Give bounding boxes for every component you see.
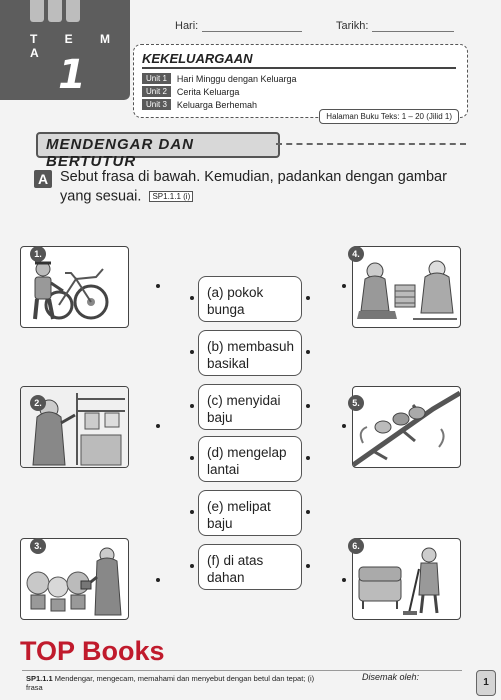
- section-header: [36, 132, 280, 170]
- logo-top: TOP: [20, 636, 75, 666]
- option-d[interactable]: [198, 436, 302, 482]
- option-f[interactable]: [198, 544, 302, 590]
- picture-4-number: 4.: [348, 246, 364, 262]
- unit-tag: Unit 3: [142, 99, 171, 110]
- match-dot[interactable]: [306, 296, 310, 300]
- unit-label: Cerita Keluarga: [176, 86, 240, 97]
- match-dot[interactable]: [342, 578, 346, 582]
- standard-tag: SP1.1.1 (i): [149, 191, 193, 202]
- unit-tag: Unit 1: [142, 73, 171, 84]
- question-instruction: Sebut frasa di bawah. Kemudian, padankan dengan gambar yang sesuai.: [60, 169, 447, 205]
- question-letter: A: [34, 170, 52, 188]
- girl-mopping-floor-icon: [353, 539, 460, 619]
- option-label: (b) membasuh basikal: [207, 339, 295, 371]
- match-dot[interactable]: [306, 510, 310, 514]
- tema-tabs: [30, 0, 80, 22]
- option-b[interactable]: [198, 330, 302, 376]
- match-dot[interactable]: [190, 564, 194, 568]
- picture-2-number: 2.: [30, 395, 46, 411]
- textbook-pages-ref: Halaman Buku Teks: 1 – 20 (Jilid 1): [319, 109, 459, 124]
- footer-standard-text: Mendengar, mengecam, memahami dan menyebut dengan betul dan tepat; (i) frasa: [26, 674, 315, 692]
- option-label: (a) pokok bunga: [207, 285, 264, 317]
- signed-by-label: Disemak oleh:: [362, 672, 420, 682]
- match-dot[interactable]: [306, 404, 310, 408]
- picture-5[interactable]: [352, 386, 461, 468]
- match-dot[interactable]: [190, 404, 194, 408]
- question-text: [60, 168, 460, 206]
- match-dot[interactable]: [156, 578, 160, 582]
- option-label: (d) mengelap lantai: [207, 445, 287, 477]
- match-dot[interactable]: [156, 284, 160, 288]
- picture-6-number: 6.: [348, 538, 364, 554]
- picture-5-number: 5.: [348, 395, 364, 411]
- match-dot[interactable]: [190, 296, 194, 300]
- match-dot[interactable]: [190, 456, 194, 460]
- unit-panel: [133, 44, 468, 121]
- match-dot[interactable]: [190, 510, 194, 514]
- match-dot[interactable]: [306, 564, 310, 568]
- unit-tag: Unit 2: [142, 86, 171, 97]
- hari-field[interactable]: [175, 20, 302, 32]
- unit-row-2: [142, 86, 239, 97]
- unit-label: Keluarga Berhemah: [176, 99, 257, 110]
- unit-label: Hari Minggu dengan Keluarga: [176, 73, 297, 84]
- page-number: 1: [476, 670, 496, 696]
- option-label: (f) di atas dahan: [207, 553, 264, 585]
- picture-6[interactable]: [352, 538, 461, 620]
- option-label: (e) melipat baju: [207, 499, 271, 531]
- unit-row-1: [142, 73, 297, 84]
- logo-books: Books: [82, 636, 165, 666]
- topbooks-logo: [20, 636, 165, 667]
- tema-number: 1: [58, 52, 86, 98]
- picture-4[interactable]: [352, 246, 461, 328]
- option-e[interactable]: [198, 490, 302, 536]
- hari-label: Hari:: [175, 20, 199, 32]
- match-dot[interactable]: [190, 350, 194, 354]
- match-dot[interactable]: [156, 424, 160, 428]
- picture-1-number: 1.: [30, 246, 46, 262]
- footer-standard-code: SP1.1.1: [26, 674, 53, 683]
- option-label: (c) menyidai baju: [207, 393, 281, 425]
- tema-badge: [0, 0, 130, 100]
- section-title: MENDENGAR DAN BERTUTUR: [46, 136, 194, 170]
- picture-3-number: 3.: [30, 538, 46, 554]
- unit-row-3: [142, 99, 257, 110]
- footer-standard: [26, 674, 326, 692]
- unit-panel-title: KEKELUARGAAN: [142, 51, 253, 66]
- birds-on-branch-icon: [353, 387, 460, 467]
- match-dot[interactable]: [342, 284, 346, 288]
- tarikh-field[interactable]: [336, 20, 454, 32]
- option-a[interactable]: [198, 276, 302, 322]
- match-dot[interactable]: [342, 424, 346, 428]
- tarikh-label: Tarikh:: [336, 20, 369, 32]
- girls-folding-clothes-icon: [353, 247, 460, 327]
- match-dot[interactable]: [306, 456, 310, 460]
- match-dot[interactable]: [306, 350, 310, 354]
- tema-label: T E M A: [30, 32, 122, 60]
- option-c[interactable]: [198, 384, 302, 430]
